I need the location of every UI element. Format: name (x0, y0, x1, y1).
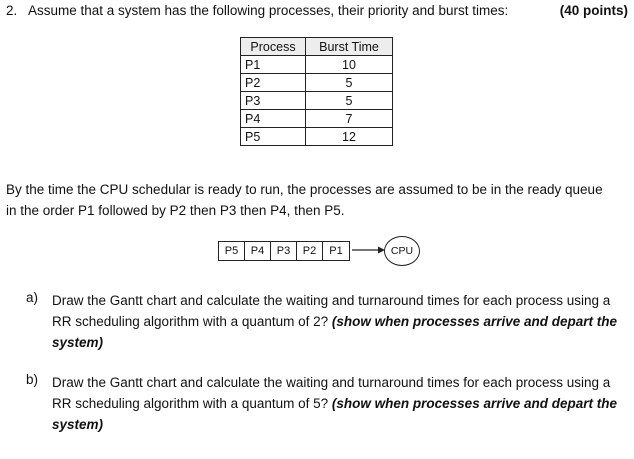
table-row (241, 128, 393, 146)
ready-queue-paragraph: By the time the CPU schedular is ready to run, the processes are assumed to be in the ready queue in the order P1 followed by P2 then P3 then P4, then P5. (6, 182, 603, 218)
column-header-burst-time: Burst Time (306, 38, 393, 56)
part-a-text (52, 290, 626, 353)
process-cell: P5 (241, 128, 306, 146)
queue-cell: P3 (271, 242, 297, 260)
process-table (240, 37, 393, 146)
table-header-row (241, 38, 393, 56)
queue-cell: P2 (297, 242, 323, 260)
ready-queue-diagram (218, 241, 350, 261)
burst-time-cell: 5 (306, 74, 393, 92)
part-b-body: Draw the Gantt chart and calculate the waiting and turnaround times for each process using a RR scheduling algorithm with a quantum of 5? (52, 375, 611, 411)
process-cell: P2 (241, 74, 306, 92)
burst-time-cell: 10 (306, 56, 393, 74)
part-b-emphasis: (show when processes arrive and depart the system) (52, 396, 617, 432)
arrow-right-icon (352, 243, 386, 257)
part-a-body: Draw the Gantt chart and calculate the waiting and turnaround times for each process using a RR scheduling algorithm with a quantum of 2? (52, 293, 611, 329)
table-row (241, 92, 393, 110)
cpu-node: CPU (384, 236, 420, 266)
queue-cell: P4 (245, 242, 271, 260)
process-cell: P4 (241, 110, 306, 128)
burst-time-cell: 12 (306, 128, 393, 146)
burst-time-cell: 7 (306, 110, 393, 128)
part-a-label: a) (26, 290, 39, 305)
process-cell: P1 (241, 56, 306, 74)
queue-cell: P5 (219, 242, 245, 260)
question-points: (40 points) (559, 3, 628, 18)
burst-time-cell: 5 (306, 92, 393, 110)
queue-cell: P1 (329, 245, 343, 257)
column-header-process: Process (241, 38, 306, 56)
part-b-label: b) (26, 372, 39, 387)
part-b-text (52, 372, 626, 435)
table-row (241, 56, 393, 74)
question-text: Assume that a system has the following processes, their priority and burst times: (28, 3, 509, 18)
table-row (241, 74, 393, 92)
process-cell: P3 (241, 92, 306, 110)
part-a-emphasis: (show when processes arrive and depart the system) (52, 314, 617, 350)
question-number: 2. (6, 3, 18, 18)
question-header (6, 3, 628, 23)
table-row (241, 110, 393, 128)
